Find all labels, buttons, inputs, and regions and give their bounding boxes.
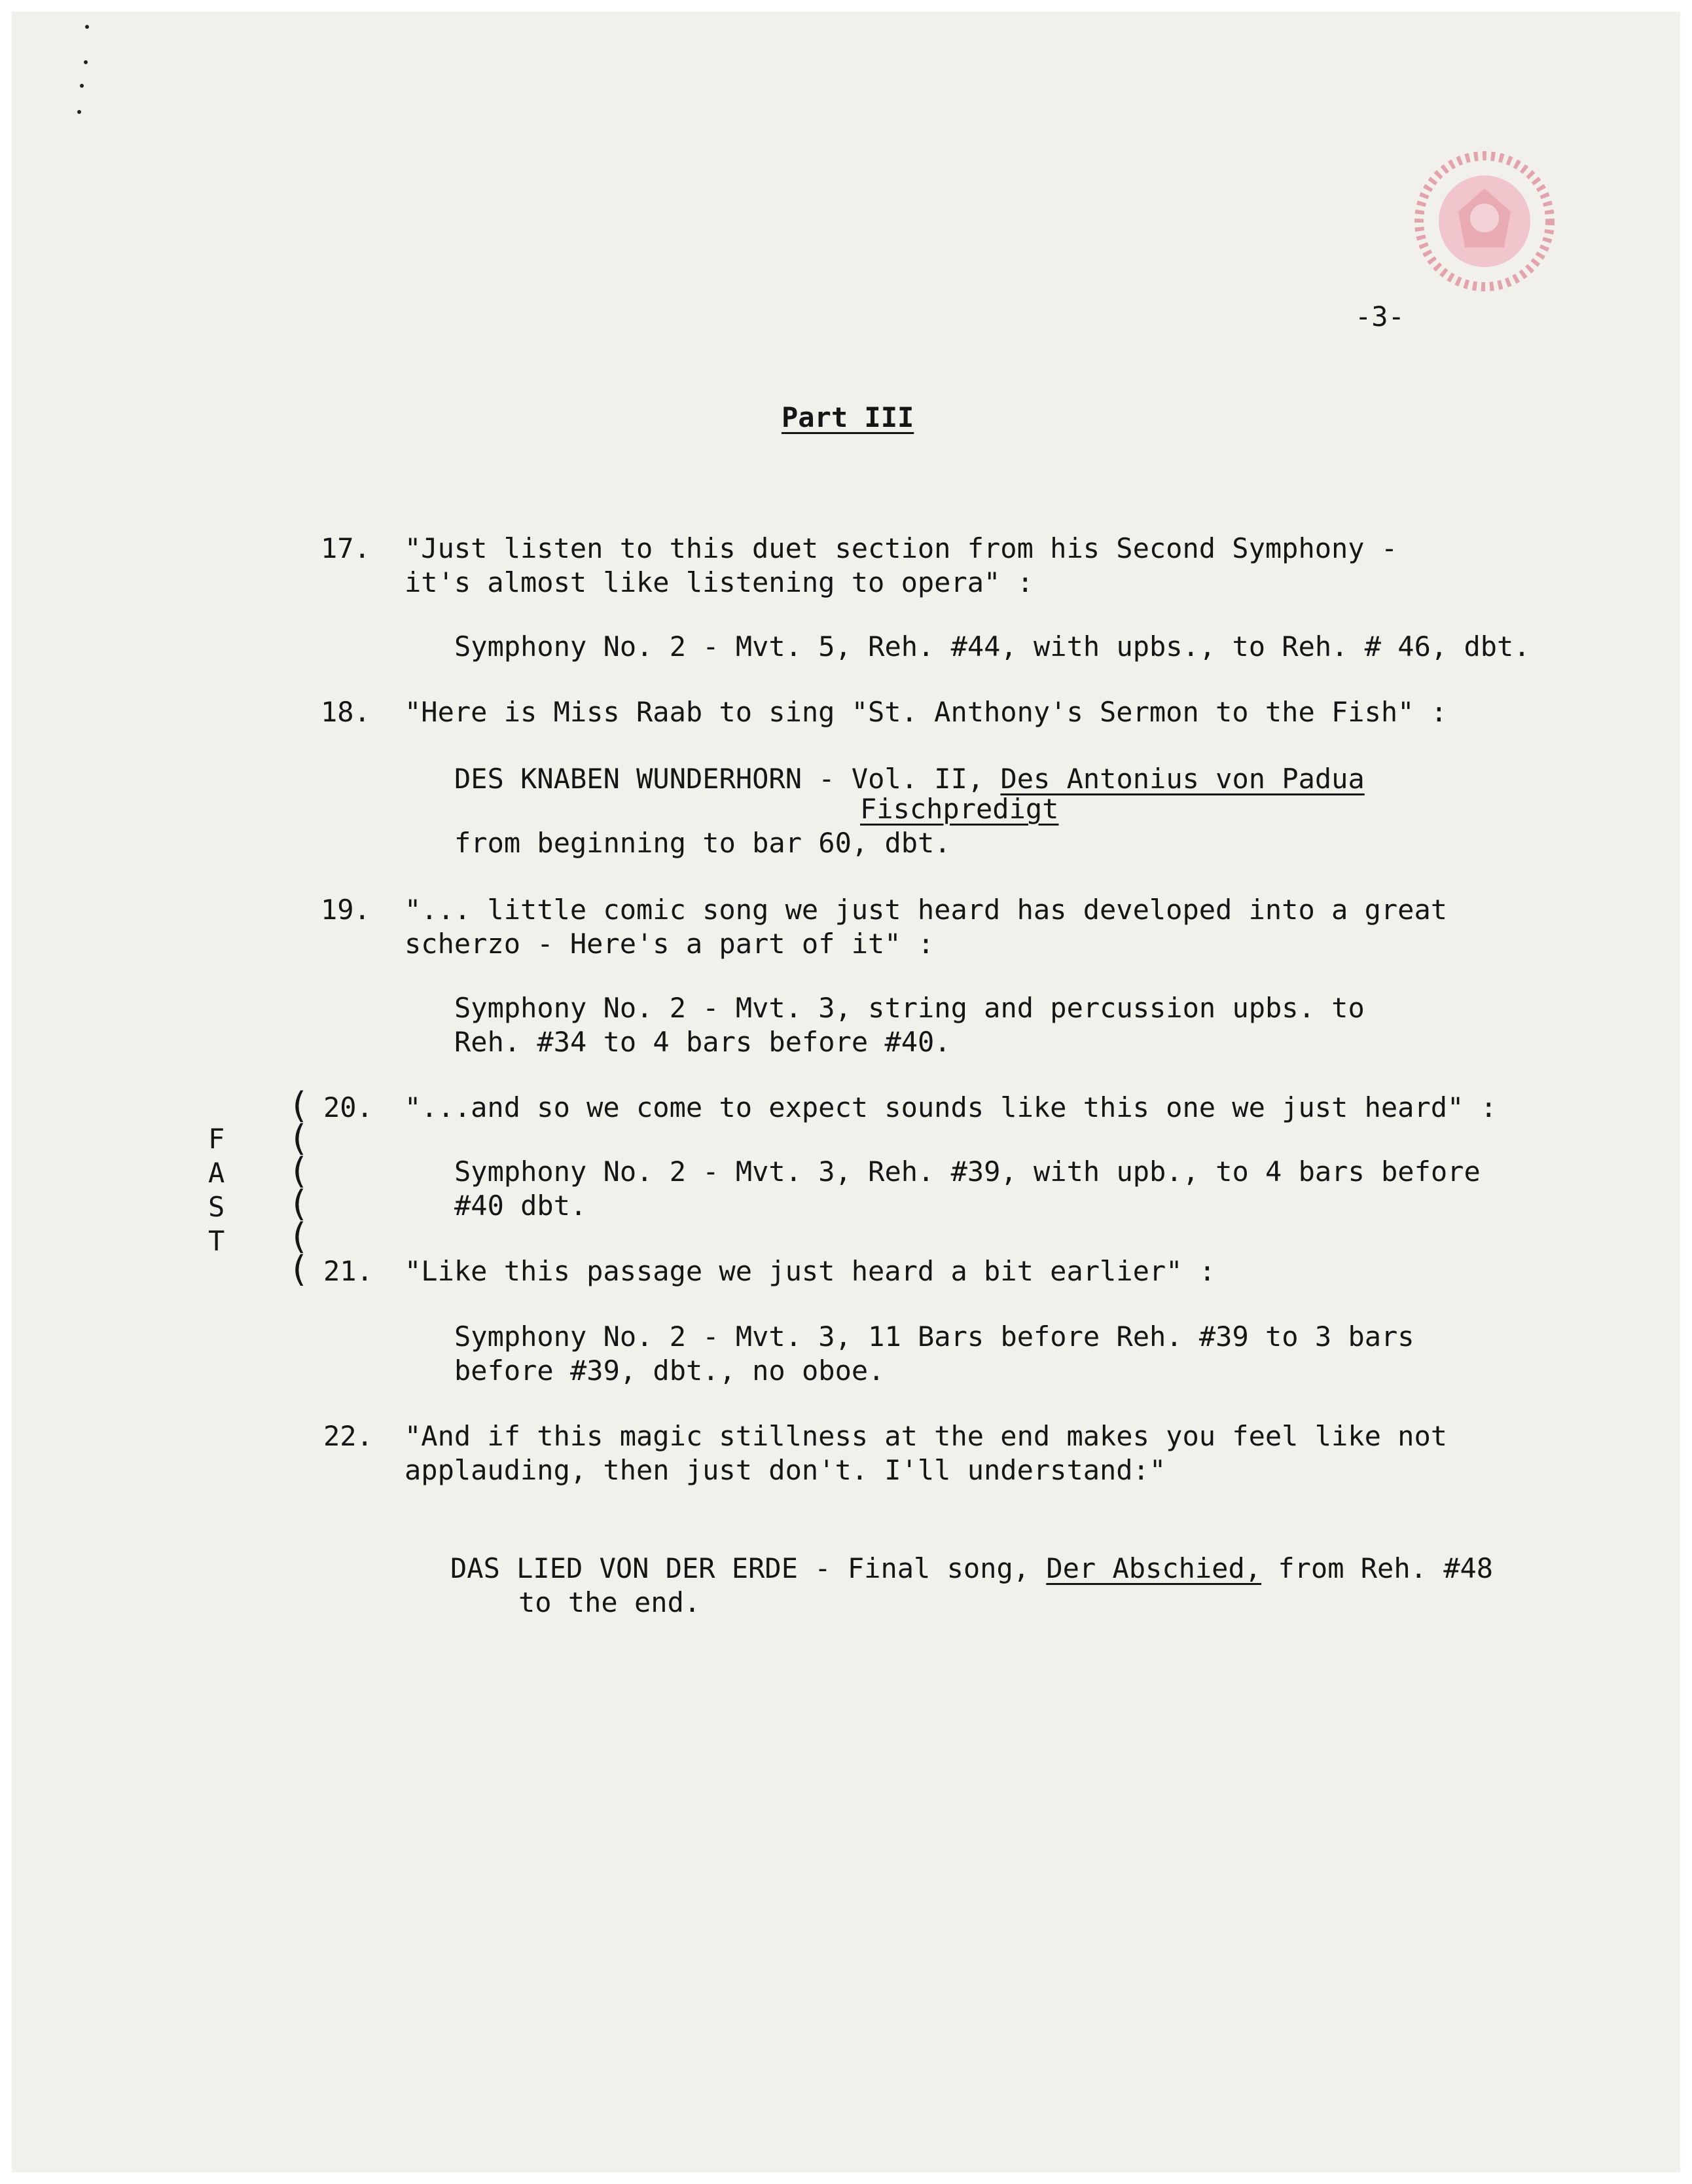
item-cue-line: Symphony No. 2 - Mvt. 3, string and percussion upbs. to	[454, 992, 1365, 1024]
item-number: 21.	[323, 1255, 373, 1287]
item-quote-line: "Like this passage we just heard a bit earlier" :	[405, 1255, 1216, 1287]
margin-bracket: (	[288, 1216, 310, 1257]
item-cue-line: #40 dbt.	[454, 1190, 587, 1222]
item-number: 19.	[321, 894, 370, 926]
item-quote-line: applauding, then just don't. I'll understand:"	[405, 1454, 1166, 1486]
item-number: 17.	[321, 532, 370, 564]
archive-stamp	[1413, 149, 1557, 293]
item-number: 22.	[323, 1420, 373, 1452]
margin-label-letter: A	[208, 1157, 225, 1189]
item-quote-line: scherzo - Here's a part of it" :	[405, 928, 935, 960]
item-cue-line: Symphony No. 2 - Mvt. 5, Reh. #44, with upbs., to Reh. # 46, dbt.	[454, 630, 1530, 663]
punch-mark	[80, 84, 84, 88]
cue-prefix: DES KNABEN WUNDERHORN - Vol. II,	[454, 763, 1001, 795]
margin-bracket: (	[288, 1150, 310, 1192]
punch-mark	[77, 110, 81, 114]
cue-title-continued: Fischpredigt	[860, 793, 1059, 825]
cue-title: Des Antonius von Padua	[1000, 763, 1365, 795]
item-cue-line: Reh. #34 to 4 bars before #40.	[454, 1026, 951, 1058]
margin-bracket: (	[288, 1248, 310, 1290]
margin-bracket: (	[288, 1183, 310, 1224]
item-quote-line: "And if this magic stillness at the end makes you feel like not	[405, 1420, 1448, 1452]
punch-mark	[85, 25, 89, 29]
document-page	[12, 12, 1680, 2172]
margin-bracket: (	[288, 1085, 310, 1126]
item-cue-line: from beginning to bar 60, dbt.	[454, 827, 951, 859]
margin-label-letter: F	[208, 1123, 225, 1155]
item-number: 20.	[323, 1091, 373, 1123]
part-title: Part III	[782, 401, 914, 433]
cue-title: Der Abschied,	[1046, 1552, 1262, 1584]
item-number: 18.	[321, 696, 370, 728]
item-cue-line	[450, 1553, 1493, 1584]
item-cue-line: before #39, dbt., no oboe.	[454, 1355, 885, 1387]
item-quote-line: "...and so we come to expect sounds like this one we just heard" :	[405, 1091, 1497, 1123]
item-quote-line: it's almost like listening to opera" :	[405, 566, 1034, 598]
item-cue-line: Symphony No. 2 - Mvt. 3, 11 Bars before Reh. #39 to 3 bars	[454, 1320, 1414, 1353]
item-cue-line: Symphony No. 2 - Mvt. 3, Reh. #39, with upb., to 4 bars before	[454, 1156, 1481, 1188]
margin-bracket: (	[288, 1118, 310, 1159]
item-cue-line	[454, 763, 1365, 795]
margin-label-letter: T	[208, 1225, 225, 1257]
item-quote-line: "Just listen to this duet section from his Second Symphony -	[405, 532, 1398, 564]
punch-mark	[84, 60, 88, 64]
cue-prefix: DAS LIED VON DER ERDE - Final song,	[450, 1552, 1047, 1584]
item-cue-line: to the end.	[518, 1586, 701, 1618]
cue-suffix: from Reh. #48	[1261, 1552, 1494, 1584]
item-quote-line: "Here is Miss Raab to sing "St. Anthony's Sermon to the Fish" :	[405, 696, 1448, 728]
item-quote-line: "... little comic song we just heard has developed into a great	[405, 894, 1448, 926]
page-number: -3-	[1355, 300, 1405, 333]
margin-label-letter: S	[208, 1191, 225, 1223]
